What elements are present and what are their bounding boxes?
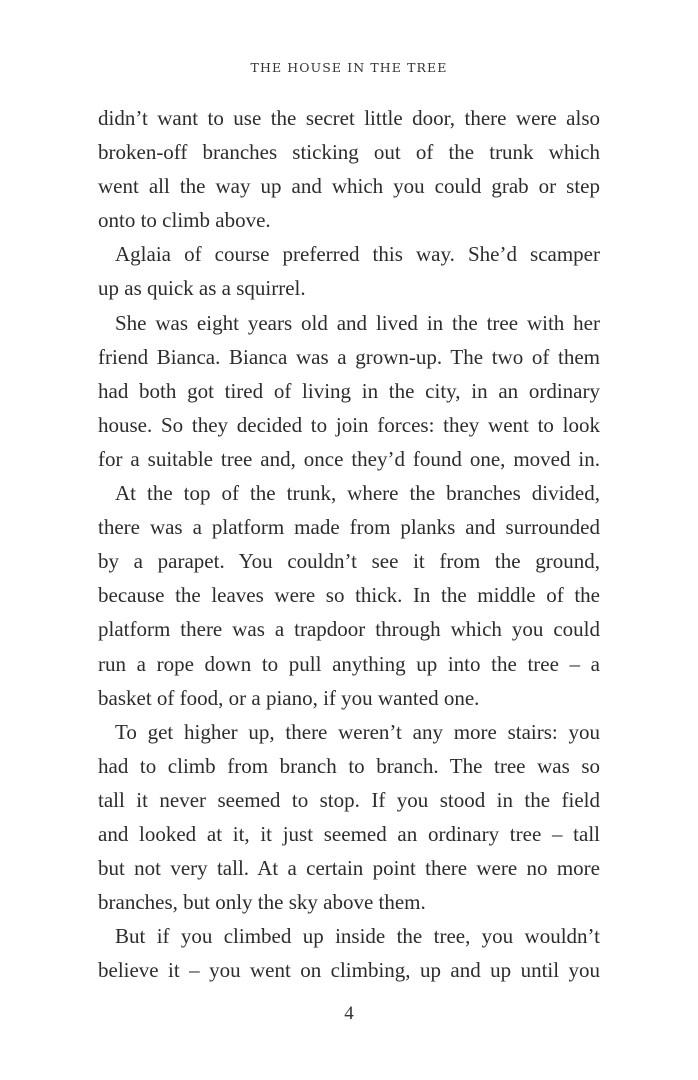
text-line: up as quick as a squirrel.	[98, 276, 306, 301]
text-line: went all the way up and which you could grab or step	[98, 174, 600, 199]
text-line: tall it never seemed to stop. If you stood in the field	[98, 787, 600, 812]
text-line: there was a platform made from planks and surrounded	[98, 515, 600, 540]
text-line: by a parapet. You couldn’t see it from the ground,	[98, 549, 600, 574]
body-text	[98, 101, 600, 987]
text-line: To get higher up, there weren’t any more stairs: you	[115, 719, 600, 744]
text-line: and looked at it, it just seemed an ordinary tree – tall	[98, 821, 600, 846]
text-line: platform there was a trapdoor through which you could	[98, 617, 600, 642]
text-line: broken-off branches sticking out of the trunk which	[98, 140, 600, 165]
text-line: had to climb from branch to branch. The tree was so	[98, 753, 600, 778]
text-line: had both got tired of living in the city, in an ordinary	[98, 378, 600, 403]
text-line: branches, but only the sky above them.	[98, 890, 426, 915]
text-line: didn’t want to use the secret little door, there were also	[98, 106, 600, 130]
page-number: 4	[344, 1003, 354, 1024]
text-line: At the top of the trunk, where the branches divided,	[115, 481, 600, 506]
text-line: believe it – you went on climbing, up and up until you	[98, 958, 600, 983]
text-line: friend Bianca. Bianca was a grown-up. The two of them	[98, 344, 600, 369]
text-line: But if you climbed up inside the tree, you wouldn’t	[115, 924, 600, 949]
text-line: Aglaia of course preferred this way. She’d scamper	[115, 242, 600, 267]
text-line: because the leaves were so thick. In the middle of the	[98, 583, 600, 608]
running-head: THE HOUSE IN THE TREE	[250, 60, 448, 75]
text-line: house. So they decided to join forces: they went to look	[98, 412, 600, 437]
text-line: onto to climb above.	[98, 208, 271, 233]
text-line: run a rope down to pull anything up into the tree – a	[98, 651, 600, 676]
text-line: basket of food, or a piano, if you wanted one.	[98, 685, 480, 710]
text-line: She was eight years old and lived in the tree with her	[115, 310, 600, 335]
text-line: for a suitable tree and, once they’d found one, moved in.	[98, 446, 600, 471]
text-line: but not very tall. At a certain point there were no more	[98, 856, 600, 881]
